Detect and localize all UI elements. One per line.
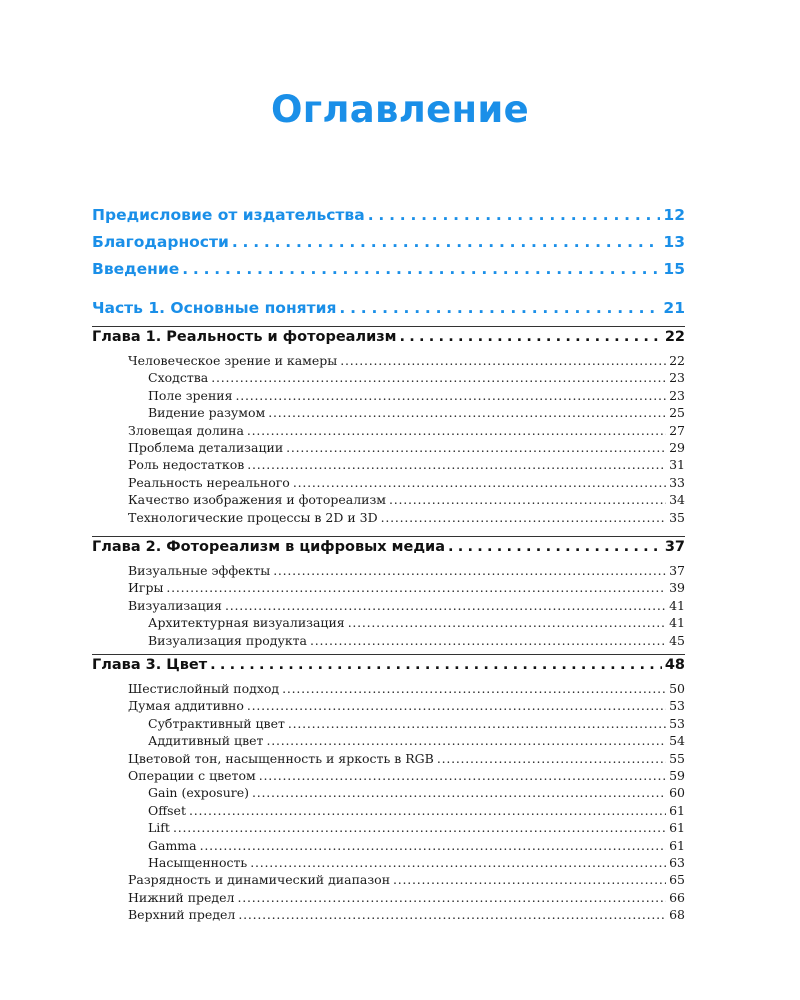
toc-page-number: 22 (669, 353, 685, 368)
toc-entry-title: Визуализация (128, 597, 222, 613)
toc-page-number: 22 (664, 329, 685, 345)
toc-entry-title: Проблема детализации (128, 440, 284, 455)
dot-leader (247, 423, 666, 438)
toc-entry-title: Верхний предел (128, 907, 236, 923)
subsection-entry[interactable] (148, 838, 685, 853)
dot-leader (286, 440, 666, 455)
dot-leader (236, 388, 667, 403)
subsection-entry[interactable] (148, 370, 685, 385)
toc-entry-title: Введение (92, 260, 180, 278)
dot-leader (210, 657, 662, 673)
chapter-entry[interactable] (92, 329, 685, 345)
toc-page-number: 68 (669, 907, 685, 923)
toc-page-number: 41 (669, 597, 685, 613)
toc-page-number: 55 (669, 750, 685, 766)
toc-entry-title: Операции с цветом (128, 768, 256, 783)
section-entry[interactable] (128, 907, 685, 922)
toc-entry-title: Глава 2. Фотореализм в цифровых медиа (92, 539, 445, 555)
dot-leader (340, 353, 666, 368)
toc-entry-title: Технологические процессы в 2D и 3D (128, 509, 378, 525)
dot-leader (182, 260, 660, 278)
toc-entry-title: Offset (148, 802, 186, 818)
dot-leader (189, 803, 666, 818)
toc-page-number: 39 (669, 580, 685, 596)
toc-page-number: 33 (669, 474, 685, 490)
toc-page-number: 15 (663, 260, 685, 278)
subsection-entry[interactable] (148, 615, 685, 630)
toc-page-number: 53 (669, 715, 685, 731)
toc-page-number: 31 (669, 457, 685, 473)
dot-leader (288, 716, 666, 731)
toc-entry-title: Gain (exposure) (148, 785, 250, 801)
toc-entry-title: Благодарности (92, 233, 229, 251)
subsection-entry[interactable] (148, 633, 685, 648)
toc-entry-title: Глава 1. Реальность и фотореализм (92, 329, 397, 345)
dot-leader (225, 598, 666, 613)
dot-leader (268, 405, 666, 420)
toc-page-number: 53 (669, 698, 685, 714)
toc-entry-title: Gamma (148, 837, 197, 853)
chapter-divider (92, 536, 685, 537)
section-entry[interactable] (128, 475, 685, 490)
chapter-divider (92, 654, 685, 655)
toc-page-number: 37 (664, 539, 685, 555)
subsection-entry[interactable] (148, 803, 685, 818)
toc-entry-title: Цветовой тон, насыщенность и яркость в RGB (128, 750, 434, 766)
toc-entry-title: Аддитивный цвет (148, 733, 264, 749)
dot-leader (247, 698, 666, 713)
subsection-entry[interactable] (148, 716, 685, 731)
toc-page-number: 35 (669, 509, 685, 525)
toc-entry-title: Качество изображения и фотореализм (128, 492, 387, 508)
section-entry[interactable] (128, 751, 685, 766)
dot-leader (238, 907, 666, 922)
dot-leader (250, 855, 666, 870)
toc-page-number: 61 (669, 837, 685, 853)
toc-entry-title: Субтрактивный цвет (148, 715, 285, 731)
subsection-entry[interactable] (148, 733, 685, 748)
dot-leader (348, 615, 666, 630)
toc-page-number: 34 (669, 492, 685, 508)
toc-entry-title: Часть 1. Основные понятия (92, 299, 337, 317)
front-matter-entry[interactable] (92, 206, 685, 224)
toc-entry-title: Шестислойный подход (128, 681, 280, 696)
dot-leader (211, 370, 666, 385)
section-entry[interactable] (128, 598, 685, 613)
toc-entry-title: Глава 3. Цвет (92, 657, 208, 673)
toc-entry-title: Нижний предел (128, 889, 235, 905)
section-entry[interactable] (128, 890, 685, 905)
toc-entry-title: Визуальные эффекты (128, 563, 271, 578)
section-entry[interactable] (128, 872, 685, 887)
toc-entry-title: Сходства (148, 370, 209, 386)
toc-page-number: 41 (669, 615, 685, 631)
dot-leader (339, 299, 660, 317)
section-entry[interactable] (128, 440, 685, 455)
dot-leader (448, 539, 662, 555)
subsection-entry[interactable] (148, 405, 685, 420)
toc-entry-title: Насыщенность (148, 855, 248, 870)
dot-leader (252, 785, 666, 800)
chapter-entry[interactable] (92, 539, 685, 555)
toc-page-number: 61 (669, 820, 685, 836)
toc-entry-title: Зловещая долина (128, 422, 244, 438)
toc-entry-title: Человеческое зрение и камеры (128, 353, 338, 368)
part-entry[interactable] (92, 299, 685, 317)
dot-leader (237, 890, 666, 905)
toc-page-number: 50 (669, 681, 685, 696)
toc-entry-title: Роль недостатков (128, 457, 245, 473)
section-entry[interactable] (128, 353, 685, 368)
dot-leader (381, 510, 666, 525)
subsection-entry[interactable] (148, 388, 685, 403)
toc-page-number: 21 (663, 299, 685, 317)
chapter-divider (92, 326, 685, 327)
toc-entry-title: Lift (148, 820, 170, 836)
toc-entry-title: Видение разумом (148, 405, 266, 421)
dot-leader (389, 492, 666, 507)
subsection-entry[interactable] (148, 855, 685, 870)
section-entry[interactable] (128, 698, 685, 713)
toc-page-number: 25 (669, 405, 685, 421)
section-entry[interactable] (128, 457, 685, 472)
dot-leader (393, 872, 666, 887)
toc-page-number: 66 (669, 889, 685, 905)
dot-leader (259, 768, 666, 783)
chapter-entry[interactable] (92, 657, 685, 673)
dot-leader (173, 820, 666, 835)
section-entry[interactable] (128, 510, 685, 525)
toc-page-number: 29 (669, 440, 685, 455)
dot-leader (310, 633, 666, 648)
dot-leader (293, 475, 666, 490)
dot-leader (266, 733, 666, 748)
toc-page-number: 45 (669, 632, 685, 648)
toc-page-number: 54 (669, 733, 685, 749)
toc-page-number: 37 (669, 563, 685, 578)
toc-page-number: 23 (669, 370, 685, 386)
toc-page-number: 65 (669, 872, 685, 888)
toc-page-number: 63 (669, 855, 685, 870)
toc-page-number: 59 (669, 768, 685, 783)
toc-entry-title: Игры (128, 580, 164, 596)
toc-page-number: 23 (669, 387, 685, 403)
section-entry[interactable] (128, 580, 685, 595)
toc-entry-title: Думая аддитивно (128, 698, 244, 714)
toc-page-number: 48 (664, 657, 685, 673)
toc-page-number: 27 (669, 422, 685, 438)
dot-leader (437, 751, 666, 766)
toc-page-number: 12 (663, 206, 685, 224)
toc-entry-title: Реальность нереального (128, 474, 290, 490)
toc-page-number: 60 (669, 785, 685, 801)
section-entry[interactable] (128, 423, 685, 438)
section-entry[interactable] (128, 768, 685, 783)
dot-leader (368, 206, 661, 224)
dot-leader (247, 457, 666, 472)
toc-entry-title: Предисловие от издательства (92, 206, 365, 224)
toc-entry-title: Поле зрения (148, 387, 233, 403)
dot-leader (400, 329, 662, 345)
toc-page-number: 13 (663, 233, 685, 251)
dot-leader (282, 681, 666, 696)
toc-page-number: 61 (669, 802, 685, 818)
toc-entry-title: Визуализация продукта (148, 632, 308, 648)
subsection-entry[interactable] (148, 785, 685, 800)
front-matter-entry[interactable] (92, 233, 685, 251)
toc-entry-title: Разрядность и динамический диапазон (128, 872, 391, 888)
dot-leader (273, 563, 666, 578)
subsection-entry[interactable] (148, 820, 685, 835)
front-matter-entry[interactable] (92, 260, 685, 278)
section-entry[interactable] (128, 681, 685, 696)
section-entry[interactable] (128, 563, 685, 578)
dot-leader (166, 580, 666, 595)
page-title: Оглавление (270, 88, 530, 131)
dot-leader (200, 838, 666, 853)
toc-entry-title: Архитектурная визуализация (148, 615, 345, 631)
dot-leader (232, 233, 661, 251)
section-entry[interactable] (128, 492, 685, 507)
